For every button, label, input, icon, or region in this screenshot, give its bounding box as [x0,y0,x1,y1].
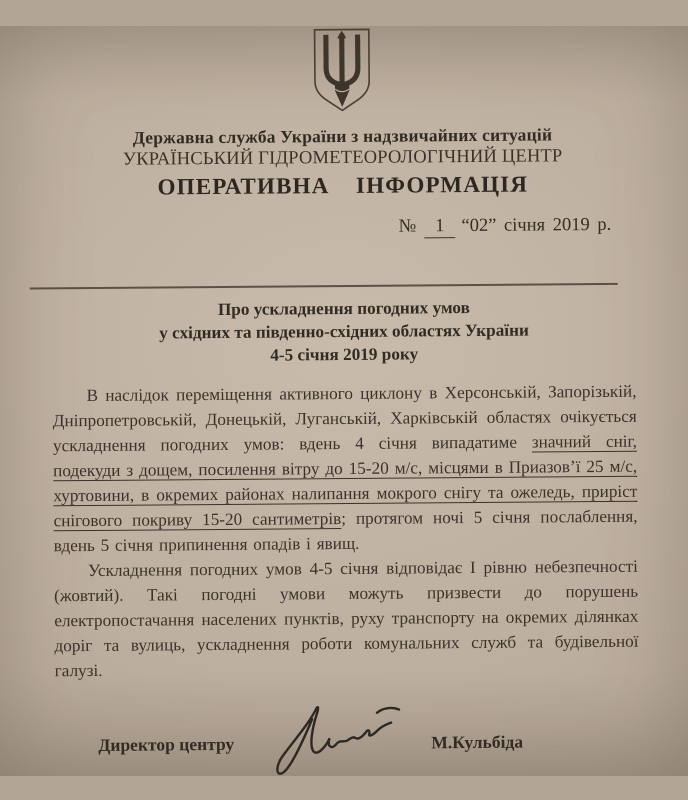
paragraph-1-tail-text: ; протягом ночі 5 січня послаблення, вдень 5 січня припинення опадів і явищ. [53,506,638,556]
document-sheet [0,23,688,778]
paragraph-1-lead-text: В наслідок переміщення активного циклону в Херсонській, Запорізькій, Дніпропетровській, Донецькій, Луганській, Харківській областях очікується ускладнення погодних умов: вдень 4 січня випадатиме [52,381,637,456]
signer-name: М.Кульбіда [431,731,524,753]
separator-line [30,283,618,290]
body-paragraph-1 [52,379,637,559]
document-number: 1 [424,216,455,238]
document-body [52,379,638,684]
document-date: “02” січня 2019 р. [461,214,612,237]
subject-title-line-3: 4-5 січня 2019 року [270,344,419,365]
coat-of-arms-ukraine-icon [310,26,375,114]
document-number-line [0,214,687,241]
paragraph-1-underlined-warning: значний сніг, подекуди з дощем, посилення вітру до 15-20 м/с, місцями в Приазов’ї 25 м/с, хуртовини, в окремих районах налипання мокрого снігу та ожеледь, приріст снігового покриву 15-20 сантиметрів [53,431,638,531]
document-page [0,26,688,776]
signer-role: Директор центру [98,733,235,755]
signature-block [3,704,688,799]
subject-title-line-2: у східних та південно-східних областях України [159,320,529,343]
number-sign-label: № [398,216,417,237]
body-paragraph-2: Ускладнення погодних умов 4-5 січня відповідає І рівню небезпечності (жовтий). Такі погодні умови можуть призвести до порушень електропостачання населених пунктів, руху транспорту на окремих ділянках доріг та вулиць, ускладнення роботи комунальних служб та будівельної галузі. [54,556,639,681]
agency-name: Державна служба України з надзвичайних ситуацій [132,124,553,148]
subject-title [0,294,688,368]
handwritten-signature-icon [265,696,416,783]
document-type-title: ОПЕРАТИВНА ІНФОРМАЦІЯ [157,171,529,200]
organization-name: УКРАЇНСЬКИЙ ГІДРОМЕТЕОРОЛОГІЧНИЙ ЦЕНТР [122,146,563,170]
subject-title-line-1: Про ускладнення погодних умов [217,298,470,319]
